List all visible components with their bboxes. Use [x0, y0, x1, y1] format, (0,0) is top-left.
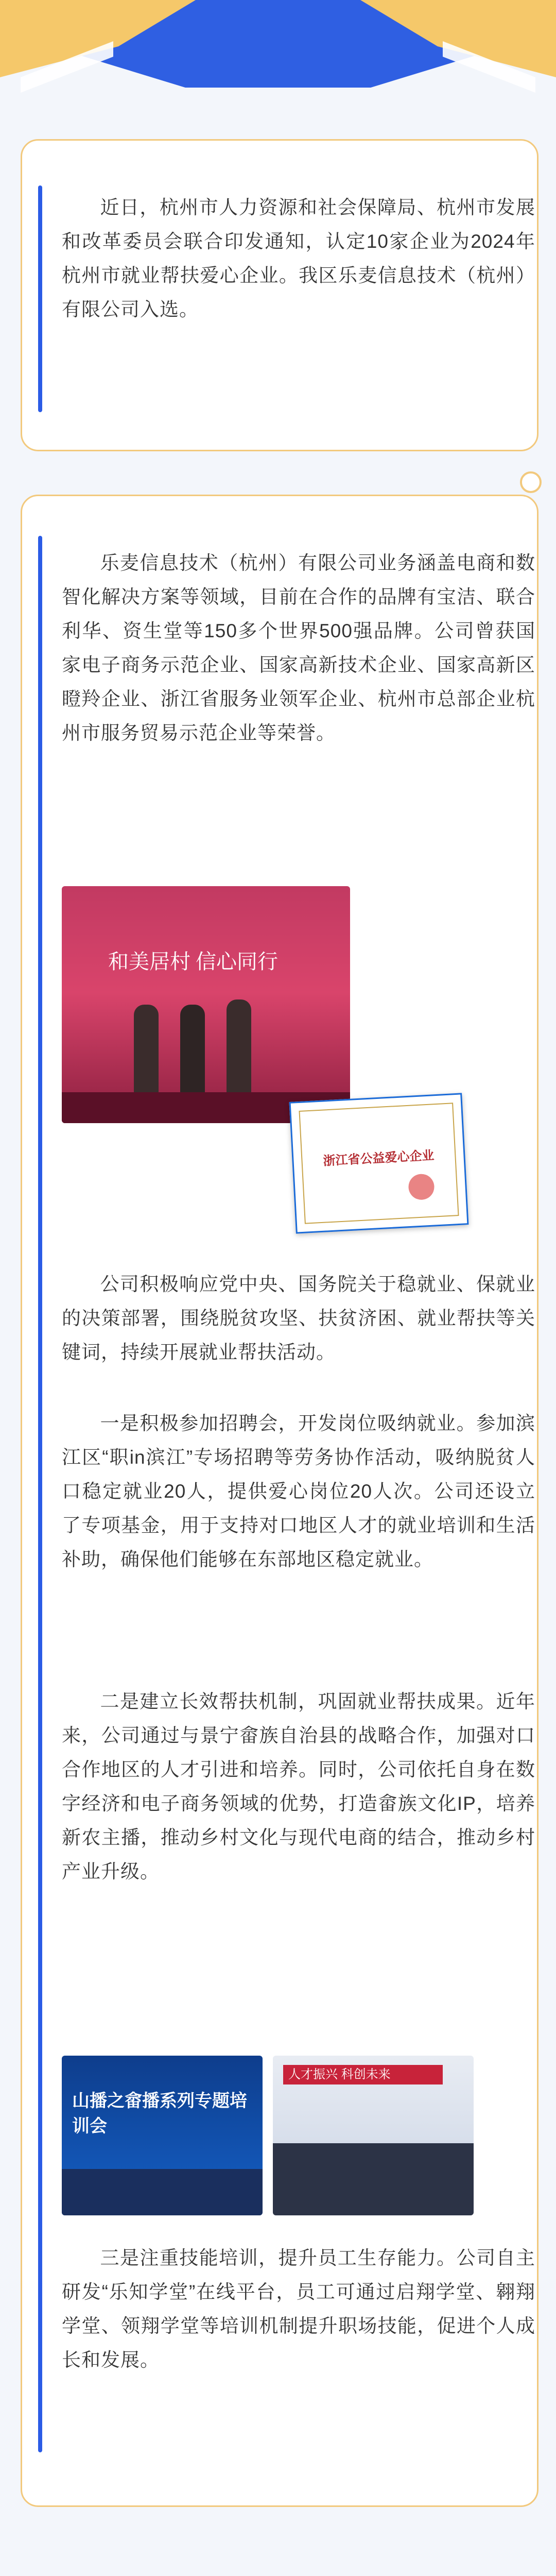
intro-paragraph: 近日，杭州市人力资源和社会保障局、杭州市发展和改革委员会联合印发通知，认定10家企业为2024年杭州市就业帮扶爱心企业。我区乐麦信息技术（杭州）有限公司入选。 — [62, 197, 535, 320]
group-photo — [273, 2056, 474, 2215]
training-photo-caption: 山播之畲播系列专题培训会 — [72, 2091, 247, 2136]
company-paragraph-1: 乐麦信息技术（杭州）有限公司业务涵盖电商和数智化解决方案等领域，目前在合作的品牌有宝洁、联合利华、资生堂等150多个世界500强品牌。公司曾获国家电子商务示范企业、国家高新技术企业、国家高新区瞪羚企业、浙江省服务业领军企业、杭州市总部企业杭州市服务贸易示范企业等荣誉。 — [62, 552, 535, 743]
header-decoration — [0, 0, 556, 124]
certificate-title: 浙江省公益爱心企业 — [322, 1148, 435, 1168]
company-paragraph-3: 一是积极参加招聘会，开发岗位吸纳就业。参加滨江区“职in滨江”专场招聘等劳务协作活动，吸纳脱贫人口稳定就业20人，提供爱心岗位20人次。公司还设立了专项基金，用于支持对口地区人才的就业培训和生活补助，确保他们能够在东部地区稳定就业。 — [62, 1413, 535, 1570]
training-photo — [62, 2056, 263, 2215]
photo-banner-text: 和美居村 信心同行 — [108, 950, 278, 973]
company-side-line — [38, 536, 42, 2452]
company-paragraph-5: 三是注重技能培训，提升员工生存能力。公司自主研发“乐知学堂”在线平台，员工可通过启翔学堂、翱翔学堂、领翔学堂等培训机制提升职场技能，促进个人成长和发展。 — [62, 2247, 535, 2370]
company-paragraph-2: 公司积极响应党中央、国务院关于稳就业、保就业的决策部署，围绕脱贫攻坚、扶贫济困、就业帮扶等关键词，持续开展就业帮扶活动。 — [62, 1274, 535, 1363]
certificate-image — [289, 1093, 469, 1233]
company-paragraph-4: 二是建立长效帮扶机制，巩固就业帮扶成果。近年来，公司通过与景宁畲族自治县的战略合作，加强对口合作地区的人才引进和培养。同时，公司依托自身在数字经济和电子商务领域的优势，打造畲族文化IP，培养新农主播，推动乡村文化与现代电商的结合，推动乡村产业升级。 — [62, 1691, 535, 1882]
group-photo-banner: 人才振兴 科创未来 — [283, 2065, 443, 2084]
award-event-photo — [62, 886, 350, 1123]
decor-dot — [520, 471, 542, 493]
intro-side-line — [38, 185, 42, 412]
